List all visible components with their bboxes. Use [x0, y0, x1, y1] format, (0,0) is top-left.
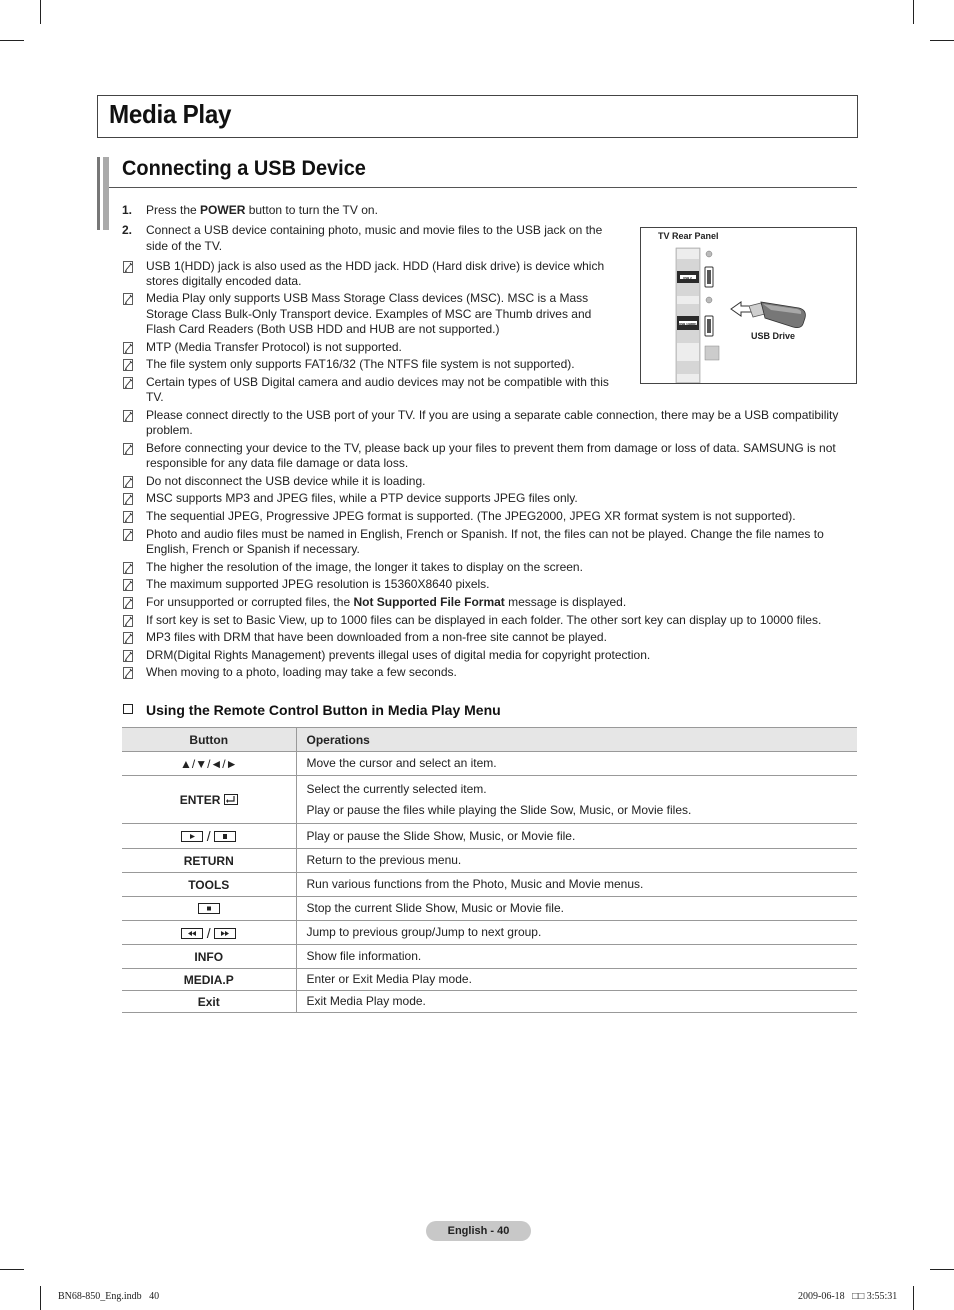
table-row	[122, 991, 857, 1013]
operation-text: Stop the current Slide Show, Music or Movie file.	[296, 897, 857, 921]
table-row	[122, 752, 857, 776]
operation-text: Run various functions from the Photo, Music and Movie menus.	[296, 873, 857, 897]
operation-text: Jump to previous group/Jump to next group.	[296, 921, 857, 945]
tv-rear-panel-illustration	[641, 228, 856, 383]
note-icon	[122, 476, 134, 488]
note-text: English, French or Spanish if necessary.	[146, 542, 360, 556]
crop-mark	[913, 0, 914, 24]
note-icon	[122, 562, 134, 574]
note-text: Media Play only supports USB Mass Storage Class devices (MSC). MSC is a Mass	[146, 291, 589, 305]
column-header-button: Button	[122, 728, 296, 752]
table-row	[122, 873, 857, 897]
note-icon	[122, 650, 134, 662]
table-row	[122, 824, 857, 849]
note-text: USB 1(HDD) jack is also used as the HDD jack. HDD (Hard disk drive) is device which	[146, 259, 605, 273]
operation-text: Exit Media Play mode.	[296, 991, 857, 1013]
table-row	[122, 945, 857, 969]
note-text: Flash Card Readers (Both USB HDD and HUB are not supported.)	[146, 322, 500, 336]
section-marker	[97, 157, 100, 230]
note-text: Certain types of USB Digital camera and audio devices may not be compatible with this	[146, 375, 609, 389]
tv-rear-panel-label: TV Rear Panel	[658, 231, 719, 241]
section-marker	[103, 157, 109, 230]
stop-icon	[198, 903, 220, 914]
enter-icon	[224, 794, 238, 805]
note-icon	[122, 410, 134, 422]
crop-mark	[40, 1286, 41, 1310]
table-row	[122, 921, 857, 945]
crop-mark	[0, 1269, 24, 1270]
note-icon	[122, 511, 134, 523]
table-row	[122, 776, 857, 824]
note-icon	[122, 359, 134, 371]
note-text: When moving to a photo, loading may take a few seconds.	[146, 665, 457, 679]
step-number: 2.	[122, 223, 133, 237]
note-icon	[122, 377, 134, 389]
note-text: Before connecting your device to the TV, please back up your files to prevent them from damage or loss of data. SAMSUNG is not	[146, 441, 836, 455]
separator-slash: /	[206, 828, 211, 844]
page-title-box	[97, 95, 858, 138]
note-text: MP3 files with DRM that have been downloaded from a non-free site cannot be played.	[146, 630, 607, 644]
table-row	[122, 969, 857, 991]
section-rule	[109, 187, 857, 188]
note-text: TV.	[146, 390, 164, 404]
section-title: Connecting a USB Device	[122, 157, 366, 180]
note-text: The maximum supported JPEG resolution is 15360X8640 pixels.	[146, 577, 490, 591]
return-button-label: RETURN	[122, 849, 296, 873]
page-number-badge	[426, 1221, 531, 1241]
table-row	[122, 849, 857, 873]
operation-text: Show file information.	[296, 945, 857, 969]
note-icon	[122, 667, 134, 679]
note-text: problem.	[146, 423, 193, 437]
arrow-buttons-label: ▲/▼/◄/►	[122, 752, 296, 776]
exit-button-label: Exit	[122, 991, 296, 1013]
note-text: Please connect directly to the USB port of your TV. If you are using a separate cable connection, there may be a USB compatibility	[146, 408, 839, 422]
note-text: stores digitally encoded data.	[146, 274, 302, 288]
usb-drive-label: USB Drive	[751, 331, 796, 341]
note-text: responsible for any data file damage or data loss.	[146, 456, 409, 470]
note-text: Do not disconnect the USB device while it is loading.	[146, 474, 426, 488]
rewind-icon	[181, 928, 203, 939]
operation-text: Return to the previous menu.	[296, 849, 857, 873]
play-pause-button-cell	[122, 824, 296, 849]
note-text: DRM(Digital Rights Management) prevents illegal uses of digital media for copyright protection.	[146, 648, 651, 662]
step-text: Press the POWER button to turn the TV on.	[146, 203, 378, 217]
media-p-button-label: MEDIA.P	[122, 969, 296, 991]
crop-mark	[0, 40, 24, 41]
note-text: Photo and audio files must be named in English, French or Spanish. If not, the files can not be played. Change the file names to	[146, 527, 824, 541]
operation-line: Play or pause the files while playing the Slide Sow, Music, or Movie files.	[306, 802, 692, 817]
operation-text: Move the cursor and select an item.	[296, 752, 857, 776]
step-number: 1.	[122, 203, 133, 217]
play-icon	[181, 831, 203, 842]
subsection-title: Using the Remote Control Button in Media Play Menu	[146, 702, 501, 718]
note-icon	[122, 615, 134, 627]
table-header-row	[122, 728, 857, 752]
note-text: The sequential JPEG, Progressive JPEG format is supported. (The JPEG2000, JPEG XR format system is not supported).	[146, 509, 796, 523]
note-icon	[122, 579, 134, 591]
rewind-ff-button-cell	[122, 921, 296, 945]
note-icon	[122, 443, 134, 455]
note-icon	[122, 261, 134, 273]
checkbox-bullet-icon	[123, 704, 133, 714]
operation-line: Select the currently selected item.	[306, 781, 487, 796]
note-text: MTP (Media Transfer Protocol) is not supported.	[146, 340, 402, 354]
note-icon	[122, 293, 134, 305]
separator-slash: /	[206, 924, 211, 941]
crop-mark	[930, 40, 954, 41]
note-text: The higher the resolution of the image, the longer it takes to display on the screen.	[146, 560, 583, 574]
enter-button-label: ENTER	[179, 792, 221, 807]
note-text: MSC supports MP3 and JPEG files, while a PTP device supports JPEG files only.	[146, 491, 578, 505]
fast-forward-icon	[214, 928, 236, 939]
note-icon	[122, 632, 134, 644]
column-header-operations: Operations	[296, 728, 857, 752]
note-text: If sort key is set to Basic View, up to 1000 files can be displayed in each folder. The other sort key can display up to 10000 files.	[146, 613, 822, 627]
remote-buttons-table	[122, 727, 857, 1013]
table-row	[122, 897, 857, 921]
page-title: Media Play	[109, 99, 232, 129]
note-text: The file system only supports FAT16/32 (The NTFS file system is not supported).	[146, 357, 575, 371]
imprint-file: BN68-850_Eng.indb 40	[58, 1291, 160, 1302]
crop-mark	[913, 1286, 914, 1310]
note-text: For unsupported or corrupted files, the Not Supported File Format message is displayed.	[146, 595, 627, 609]
note-icon	[122, 342, 134, 354]
crop-mark	[930, 1269, 954, 1270]
enter-button-cell	[122, 776, 296, 824]
note-icon	[122, 597, 134, 609]
page-number: English - 40	[447, 1225, 510, 1237]
stop-button-cell	[122, 897, 296, 921]
note-text: Storage Class Bulk-Only Transport device. Examples of MSC are Thumb drives and	[146, 307, 592, 321]
note-icon	[122, 529, 134, 541]
imprint-date: 2009-06-18 □□ 3:55:31	[798, 1291, 898, 1302]
operation-text: Enter or Exit Media Play mode.	[296, 969, 857, 991]
operation-text: Play or pause the Slide Show, Music, or Movie file.	[296, 824, 857, 849]
usb-connection-diagram	[640, 227, 857, 384]
step-text: side of the TV.	[146, 239, 223, 253]
info-button-label: INFO	[122, 945, 296, 969]
operation-text	[296, 776, 857, 824]
step-text: Connect a USB device containing photo, music and movie files to the USB jack on the	[146, 223, 603, 237]
usb2-port-label: USB 2	[683, 276, 692, 280]
usb1-port-label: USB 1(HDD)	[679, 322, 697, 326]
note-icon	[122, 493, 134, 505]
crop-mark	[40, 0, 41, 24]
pause-icon	[214, 831, 236, 842]
tools-button-label: TOOLS	[122, 873, 296, 897]
